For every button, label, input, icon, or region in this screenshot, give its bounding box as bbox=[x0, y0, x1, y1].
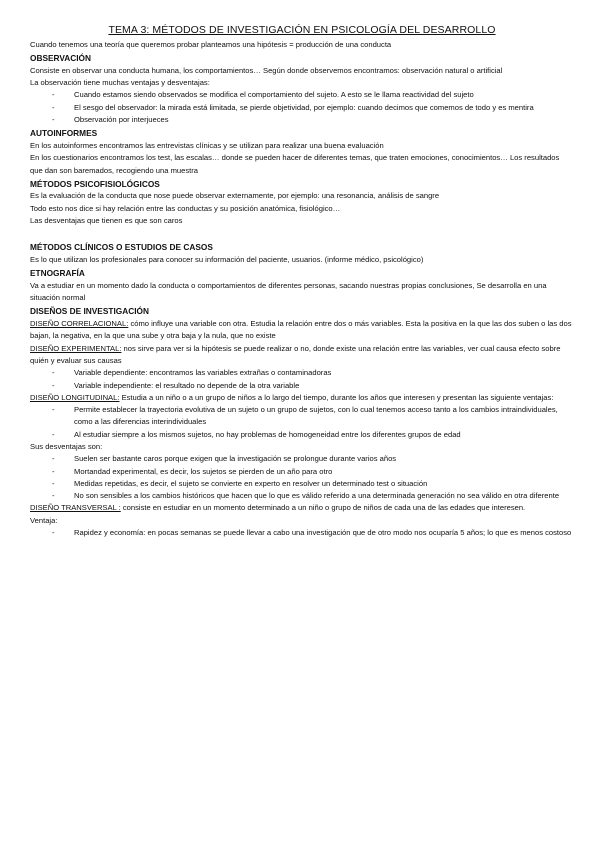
longitudinal-text: Estudia a un niño o a un grupo de niños a lo largo del tiempo, durante los años que interesen y presentan las siguiente ventajas: bbox=[119, 392, 554, 402]
experimental-list bbox=[30, 367, 574, 392]
experimental-paragraph bbox=[30, 343, 574, 368]
correlacional-label: DISEÑO CORRELACIONAL: bbox=[30, 319, 129, 329]
list-item: - Mortandad experimental, es decir, los sujetos se pierden de un año para otro bbox=[30, 466, 574, 478]
ventaja-intro: Ventaja: bbox=[30, 515, 58, 525]
list-item: - Variable independiente: el resultado no depende de la otra variable bbox=[30, 380, 574, 392]
clinicos-heading: MÉTODOS CLÍNICOS O ESTUDIOS DE CASOS bbox=[30, 242, 213, 253]
correlacional-paragraph bbox=[30, 318, 574, 343]
intro-paragraph: Cuando tenemos una teoría que queremos probar planteamos una hipótesis = producción de una conducta bbox=[30, 40, 392, 49]
section-spacer bbox=[30, 227, 574, 240]
transversal-text: consiste en estudiar en un momento determinado a un niño o grupo de niños de cada una de las edades que interesen. bbox=[120, 503, 526, 513]
page-title: TEMA 3: MÉTODOS DE INVESTIGACIÓN EN PSICOLOGÍA DEL DESARROLLO bbox=[108, 24, 496, 36]
observacion-ventajas-intro: La observación tiene muchas ventajas y desventajas: bbox=[30, 78, 210, 88]
observacion-list bbox=[30, 89, 574, 126]
correlacional-text: cómo influye una variable con otra. Estudia la relación entre dos o más variables. Esta la positiva en la que las dos suben o las dos bajan, la negativa, en la que una sube y otra baja y la nula, que no existe bbox=[30, 319, 572, 341]
list-item: - Al estudiar siempre a los mismos sujetos, no hay problemas de homogeneidad entre los diferentes grupos de edad bbox=[30, 429, 574, 441]
list-item: - Permite establecer la trayectoria evolutiva de un sujeto o un grupo de sujetos, con lo cual tenemos acceso tanto a los cambios intraindividuales, como a las diferencias interindividuales bbox=[30, 404, 574, 429]
list-item: - Suelen ser bastante caros porque exigen que la investigación se prolongue durante varios años bbox=[30, 453, 574, 465]
psicofisiologicos-paragraph-1: Es la evaluación de la conducta que nose puede observar externamente, por ejemplo: una resonancia, análisis de sangre bbox=[30, 191, 440, 201]
list-item: - No son sensibles a los cambios históricos que hacen que lo que es válido referido a una determinada generación no sea válido en otra diferente bbox=[30, 490, 574, 502]
clinicos-paragraph: Es lo que utilizan los profesionales para conocer su información del paciente, usuarios. (informe médico, psicológico) bbox=[30, 254, 424, 264]
etnografia-paragraph: Va a estudiar en un momento dado la conducta o comportamientos de diferentes personas, sacando nuestras propias conclusiones, Se desarrolla en una situación normal bbox=[30, 280, 547, 303]
disenos-heading: DISEÑOS DE INVESTIGACIÓN bbox=[30, 306, 149, 317]
observacion-paragraph: Consiste en observar una conducta humana, los comportamientos… Según donde observemos encontramos: observación natural o artificial bbox=[30, 65, 503, 75]
list-item: - Observación por interjueces bbox=[30, 114, 574, 126]
list-item: - El sesgo del observador: la mirada está limitada, se pierde objetividad, por ejemplo: cuando decimos que comemos de todo y es mentira bbox=[30, 102, 574, 114]
autoinformes-paragraph-2: En los cuestionarios encontramos los test, las escalas… donde se pueden hacer de diferentes temas, que traten emociones, conocimientos… Los resultados que dan son baremados, recogiendo una muestra bbox=[30, 153, 560, 175]
list-item: - Medidas repetidas, es decir, el sujeto se convierte en experto en resolver un determinado test o situación bbox=[30, 478, 574, 490]
list-item: - Cuando estamos siendo observados se modifica el comportamiento del sujeto. A esto se le llama reactividad del sujeto bbox=[30, 89, 574, 101]
list-item: - Variable dependiente: encontramos las variables extrañas o contaminadoras bbox=[30, 367, 574, 379]
experimental-label: DISEÑO EXPERIMENTAL: bbox=[30, 343, 122, 353]
observacion-heading: OBSERVACIÓN bbox=[30, 53, 92, 64]
transversal-label: DISEÑO TRANSVERSAL : bbox=[30, 503, 121, 513]
longitudinal-label: DISEÑO LONGITUDINAL: bbox=[30, 392, 120, 402]
psicofisiologicos-heading: MÉTODOS PSICOFISIOLÓGICOS bbox=[30, 178, 160, 189]
psicofisiologicos-paragraph-2: Todo esto nos dice si hay relación entre las conductas y su posición anatómica, fisiológico… bbox=[30, 203, 341, 213]
longitudinal-paragraph bbox=[30, 392, 574, 404]
ventaja-list bbox=[30, 527, 574, 539]
autoinformes-heading: AUTOINFORMES bbox=[30, 128, 98, 139]
autoinformes-paragraph-1: En los autoinformes encontramos las entrevistas clínicas y se utilizan para realizar una buena evaluación bbox=[30, 140, 384, 150]
experimental-text: nos sirve para ver si la hipótesis se puede realizar o no, donde existe una relación entre las variables, ver cual causa efecto sobre quién y evaluar sus causas bbox=[30, 343, 561, 365]
list-item: - Rapidez y economía: en pocas semanas se puede llevar a cabo una investigación que de otro modo nos ocuparía 5 años; lo que es menos costoso bbox=[30, 527, 574, 539]
psicofisiologicos-paragraph-3: Las desventajas que tienen es que son caros bbox=[30, 216, 183, 226]
longitudinal-list bbox=[30, 404, 574, 441]
transversal-paragraph bbox=[30, 502, 574, 514]
desventajas-intro: Sus desventajas son: bbox=[30, 441, 103, 451]
desventajas-list bbox=[30, 453, 574, 502]
etnografia-heading: ETNOGRAFÍA bbox=[30, 268, 85, 279]
